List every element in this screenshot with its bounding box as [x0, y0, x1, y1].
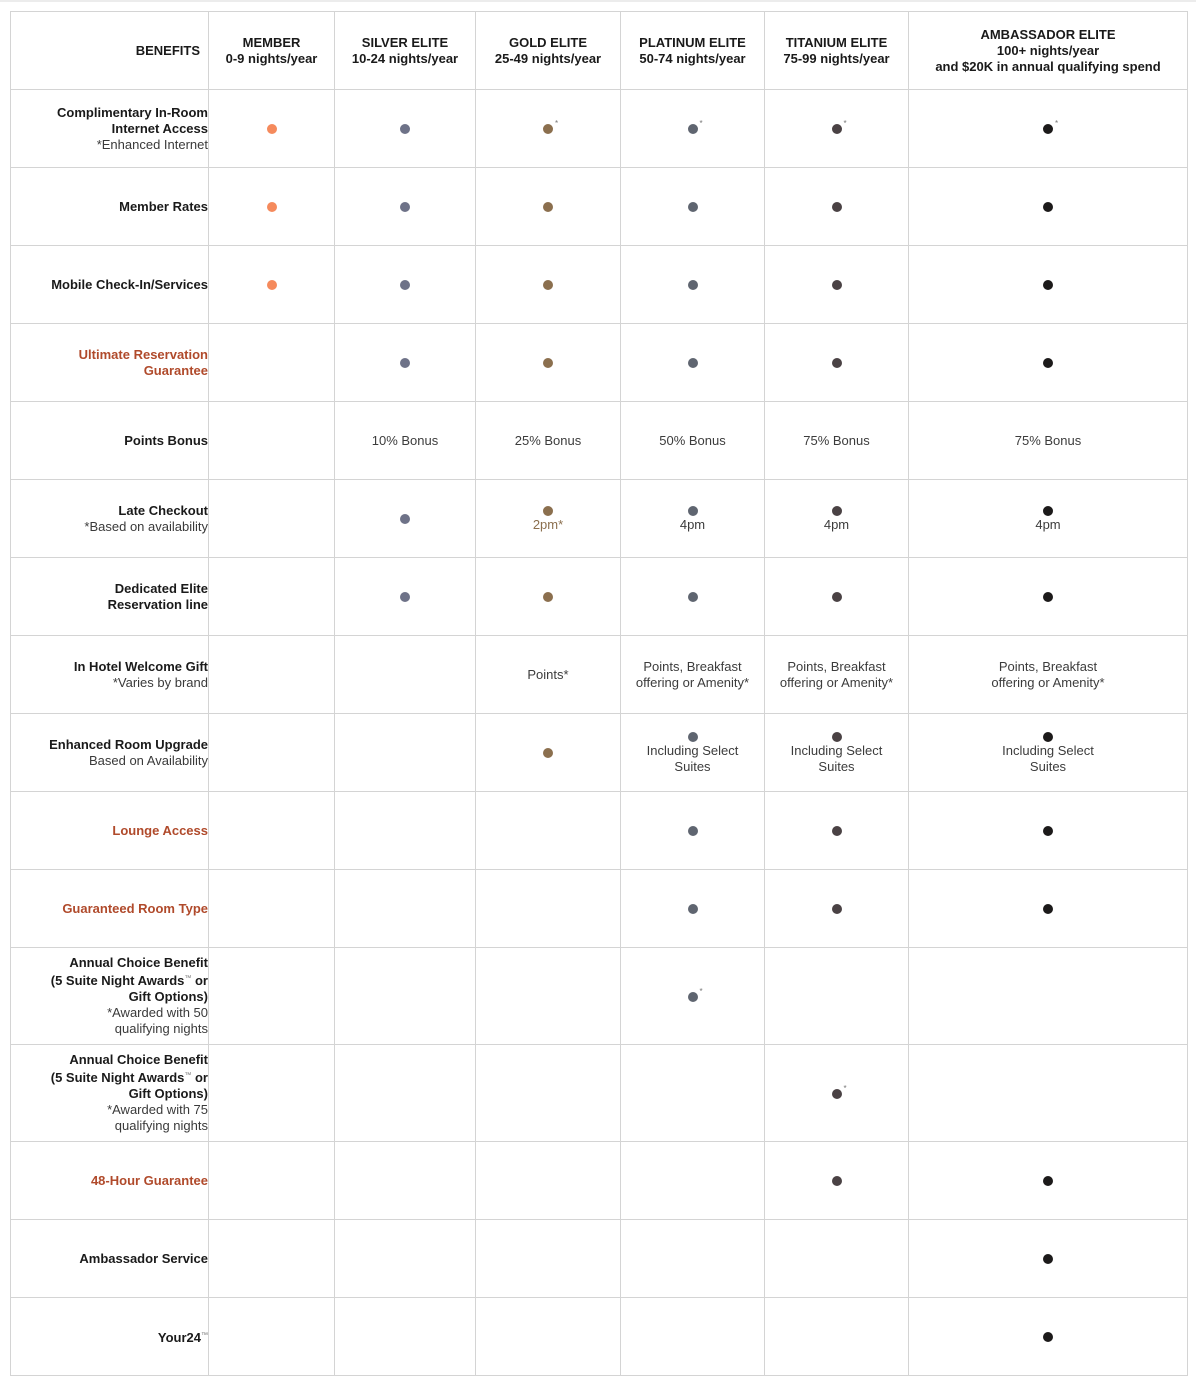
tier-nights: 75-99 nights/year [783, 50, 890, 66]
tier-cell-platinum-elite [621, 1142, 765, 1220]
header-row [11, 12, 1188, 90]
tier-cell-ambassador-elite [909, 948, 1188, 1045]
benefit-note: qualifying nights [114, 1118, 208, 1133]
tier-cell-gold-elite [476, 792, 621, 870]
benefit-title: Annual Choice Benefit [69, 955, 208, 970]
tier-cell-titanium-elite [765, 636, 909, 714]
benefit-title: 48-Hour Guarantee [90, 1172, 208, 1188]
tier-cell-silver-elite [335, 402, 476, 480]
tier-cell-gold-elite [476, 1045, 621, 1142]
included-dot-icon [688, 592, 698, 602]
cell-text: Suites [818, 758, 855, 774]
included-dot-icon [267, 202, 277, 212]
benefit-row-member-rates [11, 168, 1188, 246]
tier-cell-member [209, 324, 335, 402]
included-dot-icon [832, 826, 842, 836]
cell-text: 75% Bonus [803, 432, 870, 448]
tier-cell-platinum-elite [621, 90, 765, 168]
tier-name: AMBASSADOR ELITE [980, 26, 1116, 42]
tier-cell-member [209, 246, 335, 324]
included-dot-icon [1043, 506, 1053, 516]
included-dot-icon [688, 358, 698, 368]
benefit-label-cell [11, 168, 209, 246]
benefits-comparison-table [10, 11, 1188, 1376]
benefit-row-guaranteed-room-type [11, 870, 1188, 948]
benefit-row-late-checkout [11, 480, 1188, 558]
asterisk-mark: * [699, 986, 703, 996]
included-dot-icon [400, 202, 410, 212]
tier-cell-ambassador-elite [909, 324, 1188, 402]
tier-cell-member [209, 90, 335, 168]
included-dot-icon [400, 124, 410, 134]
benefit-title: Your24™ [157, 1329, 208, 1345]
benefit-row-internet [11, 90, 1188, 168]
benefit-row-annual-choice-50 [11, 948, 1188, 1045]
benefit-row-mobile-checkin [11, 246, 1188, 324]
included-dot-icon [688, 904, 698, 914]
benefit-label-cell [11, 324, 209, 402]
tier-cell-ambassador-elite [909, 480, 1188, 558]
tier-cell-silver-elite [335, 948, 476, 1045]
benefit-note: *Based on availability [84, 518, 208, 534]
top-divider [0, 0, 1196, 2]
tier-cell-member [209, 870, 335, 948]
tier-cell-member [209, 1045, 335, 1142]
benefit-row-elite-reservation-line [11, 558, 1188, 636]
included-dot-icon [543, 280, 553, 290]
tier-cell-titanium-elite [765, 480, 909, 558]
tier-cell-member [209, 1220, 335, 1298]
included-dot-icon [1043, 904, 1053, 914]
tier-cell-ambassador-elite [909, 1142, 1188, 1220]
tier-nights: 100+ nights/year [996, 42, 1100, 58]
tier-cell-gold-elite [476, 90, 621, 168]
tier-cell-platinum-elite [621, 948, 765, 1045]
tier-cell-gold-elite [476, 402, 621, 480]
tier-cell-ambassador-elite [909, 246, 1188, 324]
benefit-label-cell [11, 246, 209, 324]
benefit-title: Gift Options) [128, 1086, 208, 1101]
tier-cell-member [209, 1298, 335, 1376]
benefit-row-welcome-gift [11, 636, 1188, 714]
tier-qualifying-spend: and $20K in annual qualifying spend [935, 58, 1161, 74]
benefit-title: Mobile Check-In/Services [51, 276, 208, 292]
tier-nights: 0-9 nights/year [225, 50, 318, 66]
tier-cell-platinum-elite [621, 1298, 765, 1376]
tier-cell-platinum-elite [621, 1045, 765, 1142]
included-dot-icon [832, 358, 842, 368]
cell-text: Points, Breakfast [998, 658, 1098, 674]
benefit-row-room-upgrade [11, 714, 1188, 792]
tier-cell-member [209, 948, 335, 1045]
benefit-title: Points Bonus [124, 432, 208, 448]
tier-cell-silver-elite [335, 870, 476, 948]
included-dot-icon [832, 506, 842, 516]
tier-cell-member [209, 1142, 335, 1220]
tier-cell-ambassador-elite [909, 558, 1188, 636]
benefit-title: Guarantee [143, 362, 208, 378]
tier-name: GOLD ELITE [509, 34, 587, 50]
cell-text: 4pm [823, 516, 850, 532]
included-dot-icon [832, 904, 842, 914]
cell-text: 4pm [679, 516, 706, 532]
tier-cell-silver-elite [335, 1045, 476, 1142]
tier-header-ambassador-elite [909, 12, 1188, 90]
tier-cell-gold-elite [476, 246, 621, 324]
tier-cell-ambassador-elite [909, 792, 1188, 870]
tier-name: PLATINUM ELITE [639, 34, 746, 50]
benefit-title: Ultimate Reservation [78, 346, 208, 362]
cell-text: offering or Amenity* [779, 674, 894, 690]
benefit-note: *Awarded with 50 [107, 1005, 208, 1020]
cell-text: Points, Breakfast [787, 658, 886, 674]
trademark-mark: ™ [184, 975, 192, 982]
tier-cell-ambassador-elite [909, 1298, 1188, 1376]
cell-text: offering or Amenity* [635, 674, 750, 690]
benefit-title: Ambassador Service [79, 1250, 208, 1266]
tier-cell-gold-elite [476, 1220, 621, 1298]
tier-cell-silver-elite [335, 90, 476, 168]
tier-name: SILVER ELITE [361, 34, 449, 50]
tier-cell-gold-elite [476, 324, 621, 402]
tier-cell-member [209, 636, 335, 714]
tier-cell-titanium-elite [765, 402, 909, 480]
included-dot-icon [832, 1176, 842, 1186]
included-dot-icon [400, 514, 410, 524]
tier-cell-gold-elite [476, 636, 621, 714]
cell-text: offering or Amenity* [991, 674, 1105, 690]
included-dot-icon [1043, 280, 1053, 290]
asterisk-mark: * [1055, 119, 1059, 129]
tier-cell-titanium-elite [765, 168, 909, 246]
benefit-note: qualifying nights [114, 1021, 208, 1036]
tier-header-gold-elite [476, 12, 621, 90]
cell-text: 10% Bonus [371, 432, 439, 448]
included-dot-icon [832, 732, 842, 742]
tier-cell-titanium-elite [765, 1045, 909, 1142]
included-dot-icon [688, 280, 698, 290]
cell-text: Suites [1029, 758, 1067, 774]
benefit-label-cell [11, 792, 209, 870]
tier-cell-titanium-elite [765, 1142, 909, 1220]
cell-text: 50% Bonus [659, 432, 726, 448]
tier-cell-silver-elite [335, 1298, 476, 1376]
included-dot-icon [1043, 732, 1053, 742]
included-dot-icon [688, 826, 698, 836]
benefit-label-cell [11, 558, 209, 636]
benefit-note: Based on Availability [88, 752, 208, 768]
benefit-title: Lounge Access [112, 822, 208, 838]
cell-text: Points, Breakfast [643, 658, 742, 674]
tier-cell-silver-elite [335, 324, 476, 402]
benefit-title: Reservation line [107, 596, 208, 612]
included-dot-icon [688, 124, 698, 134]
benefit-title: In Hotel Welcome Gift [73, 658, 208, 674]
tier-cell-titanium-elite [765, 714, 909, 792]
included-dot-icon [543, 124, 553, 134]
benefit-title: Enhanced Room Upgrade [49, 736, 208, 752]
benefit-row-points-bonus [11, 402, 1188, 480]
tier-cell-ambassador-elite [909, 168, 1188, 246]
tier-nights: 50-74 nights/year [639, 50, 746, 66]
tier-cell-silver-elite [335, 480, 476, 558]
tier-cell-gold-elite [476, 714, 621, 792]
tier-cell-gold-elite [476, 870, 621, 948]
asterisk-mark: * [843, 1083, 847, 1093]
benefit-title: (5 Suite Night Awards™ or [50, 1070, 208, 1085]
tier-name: TITANIUM ELITE [785, 34, 888, 50]
tier-cell-silver-elite [335, 714, 476, 792]
benefit-title: Internet Access [111, 120, 208, 136]
included-dot-icon [832, 1089, 842, 1099]
tier-cell-platinum-elite [621, 714, 765, 792]
tier-cell-ambassador-elite [909, 714, 1188, 792]
cell-text: Suites [674, 758, 711, 774]
benefit-row-ultimate-reservation [11, 324, 1188, 402]
included-dot-icon [543, 202, 553, 212]
tier-cell-platinum-elite [621, 792, 765, 870]
tier-cell-ambassador-elite [909, 402, 1188, 480]
tier-cell-member [209, 168, 335, 246]
benefit-row-your24 [11, 1298, 1188, 1376]
tier-cell-silver-elite [335, 168, 476, 246]
tier-cell-ambassador-elite [909, 1045, 1188, 1142]
tier-header-titanium-elite [765, 12, 909, 90]
included-dot-icon [1043, 1254, 1053, 1264]
cell-text: 2pm* [532, 516, 564, 532]
tier-cell-titanium-elite [765, 324, 909, 402]
tier-cell-ambassador-elite [909, 636, 1188, 714]
included-dot-icon [400, 358, 410, 368]
tier-cell-platinum-elite [621, 480, 765, 558]
tier-cell-platinum-elite [621, 636, 765, 714]
included-dot-icon [543, 506, 553, 516]
tier-cell-silver-elite [335, 792, 476, 870]
tier-cell-gold-elite [476, 480, 621, 558]
included-dot-icon [688, 992, 698, 1002]
cell-text: 25% Bonus [514, 432, 582, 448]
benefit-note: *Varies by brand [112, 674, 208, 690]
cell-text: 4pm [1035, 516, 1061, 532]
tier-cell-silver-elite [335, 558, 476, 636]
cell-text: 75% Bonus [1014, 432, 1082, 448]
tier-cell-platinum-elite [621, 168, 765, 246]
included-dot-icon [1043, 358, 1053, 368]
tier-cell-gold-elite [476, 168, 621, 246]
asterisk-mark: * [699, 119, 703, 129]
benefit-label-cell [11, 1220, 209, 1298]
asterisk-mark: * [843, 119, 847, 129]
benefit-label-cell [11, 90, 209, 168]
included-dot-icon [1043, 826, 1053, 836]
benefit-label-cell [11, 1298, 209, 1376]
included-dot-icon [1043, 1176, 1053, 1186]
tier-cell-silver-elite [335, 246, 476, 324]
included-dot-icon [400, 280, 410, 290]
benefit-title: (5 Suite Night Awards™ or [50, 973, 208, 988]
tier-cell-member [209, 402, 335, 480]
included-dot-icon [543, 592, 553, 602]
benefit-title: Annual Choice Benefit [69, 1052, 208, 1067]
tier-cell-silver-elite [335, 636, 476, 714]
tier-cell-platinum-elite [621, 324, 765, 402]
tier-cell-member [209, 480, 335, 558]
benefit-row-annual-choice-75 [11, 1045, 1188, 1142]
tier-cell-member [209, 558, 335, 636]
trademark-mark: ™ [201, 1331, 208, 1339]
cell-text: Including Select [646, 742, 739, 758]
tier-cell-platinum-elite [621, 246, 765, 324]
tier-cell-titanium-elite [765, 1220, 909, 1298]
included-dot-icon [267, 280, 277, 290]
tier-header-silver-elite [335, 12, 476, 90]
tier-cell-titanium-elite [765, 90, 909, 168]
benefit-title: Gift Options) [128, 989, 208, 1004]
tier-cell-ambassador-elite [909, 90, 1188, 168]
tier-cell-ambassador-elite [909, 870, 1188, 948]
tier-cell-platinum-elite [621, 870, 765, 948]
benefit-row-ambassador-service [11, 1220, 1188, 1298]
included-dot-icon [543, 748, 553, 758]
benefits-header: BENEFITS [11, 12, 209, 90]
included-dot-icon [832, 202, 842, 212]
tier-cell-titanium-elite [765, 558, 909, 636]
included-dot-icon [1043, 202, 1053, 212]
benefit-label-cell [11, 402, 209, 480]
trademark-mark: ™ [184, 1072, 192, 1079]
included-dot-icon [1043, 592, 1053, 602]
benefit-title: Complimentary In-Room [57, 104, 208, 120]
benefit-label-cell [11, 636, 209, 714]
cell-text: Including Select [1002, 742, 1094, 758]
tier-cell-titanium-elite [765, 792, 909, 870]
tier-name: MEMBER [242, 34, 301, 50]
tier-cell-member [209, 714, 335, 792]
benefit-row-lounge-access [11, 792, 1188, 870]
included-dot-icon [688, 202, 698, 212]
tier-cell-member [209, 792, 335, 870]
tier-cell-titanium-elite [765, 1298, 909, 1376]
tier-cell-titanium-elite [765, 948, 909, 1045]
benefit-label-cell [11, 714, 209, 792]
tier-cell-gold-elite [476, 558, 621, 636]
benefit-label-cell [11, 1142, 209, 1220]
benefit-label-cell [11, 480, 209, 558]
tier-cell-gold-elite [476, 1298, 621, 1376]
benefit-label-cell [11, 1045, 209, 1142]
tier-cell-ambassador-elite [909, 1220, 1188, 1298]
benefit-label-cell [11, 948, 209, 1045]
benefit-label-cell [11, 870, 209, 948]
included-dot-icon [543, 358, 553, 368]
benefit-row-48-hour-guarantee [11, 1142, 1188, 1220]
included-dot-icon [832, 592, 842, 602]
tier-header-platinum-elite [621, 12, 765, 90]
tier-header-member [209, 12, 335, 90]
tier-nights: 25-49 nights/year [494, 50, 602, 66]
included-dot-icon [400, 592, 410, 602]
tier-nights: 10-24 nights/year [351, 50, 459, 66]
included-dot-icon [688, 732, 698, 742]
tier-cell-silver-elite [335, 1220, 476, 1298]
cell-text: Including Select [790, 742, 883, 758]
asterisk-mark: * [555, 119, 559, 129]
benefit-title: Guaranteed Room Type [62, 900, 208, 916]
benefit-note: *Enhanced Internet [96, 136, 208, 152]
benefit-title: Late Checkout [118, 502, 208, 518]
benefit-note: *Awarded with 75 [107, 1102, 208, 1117]
included-dot-icon [1043, 124, 1053, 134]
benefit-title: Dedicated Elite [114, 580, 208, 596]
included-dot-icon [267, 124, 277, 134]
tier-cell-titanium-elite [765, 870, 909, 948]
tier-cell-platinum-elite [621, 558, 765, 636]
tier-cell-platinum-elite [621, 402, 765, 480]
tier-cell-gold-elite [476, 1142, 621, 1220]
included-dot-icon [832, 124, 842, 134]
tier-cell-silver-elite [335, 1142, 476, 1220]
tier-cell-titanium-elite [765, 246, 909, 324]
included-dot-icon [688, 506, 698, 516]
tier-cell-platinum-elite [621, 1220, 765, 1298]
included-dot-icon [832, 280, 842, 290]
benefit-title: Member Rates [119, 198, 208, 214]
cell-text: Points* [527, 666, 569, 682]
tier-cell-gold-elite [476, 948, 621, 1045]
included-dot-icon [1043, 1332, 1053, 1342]
